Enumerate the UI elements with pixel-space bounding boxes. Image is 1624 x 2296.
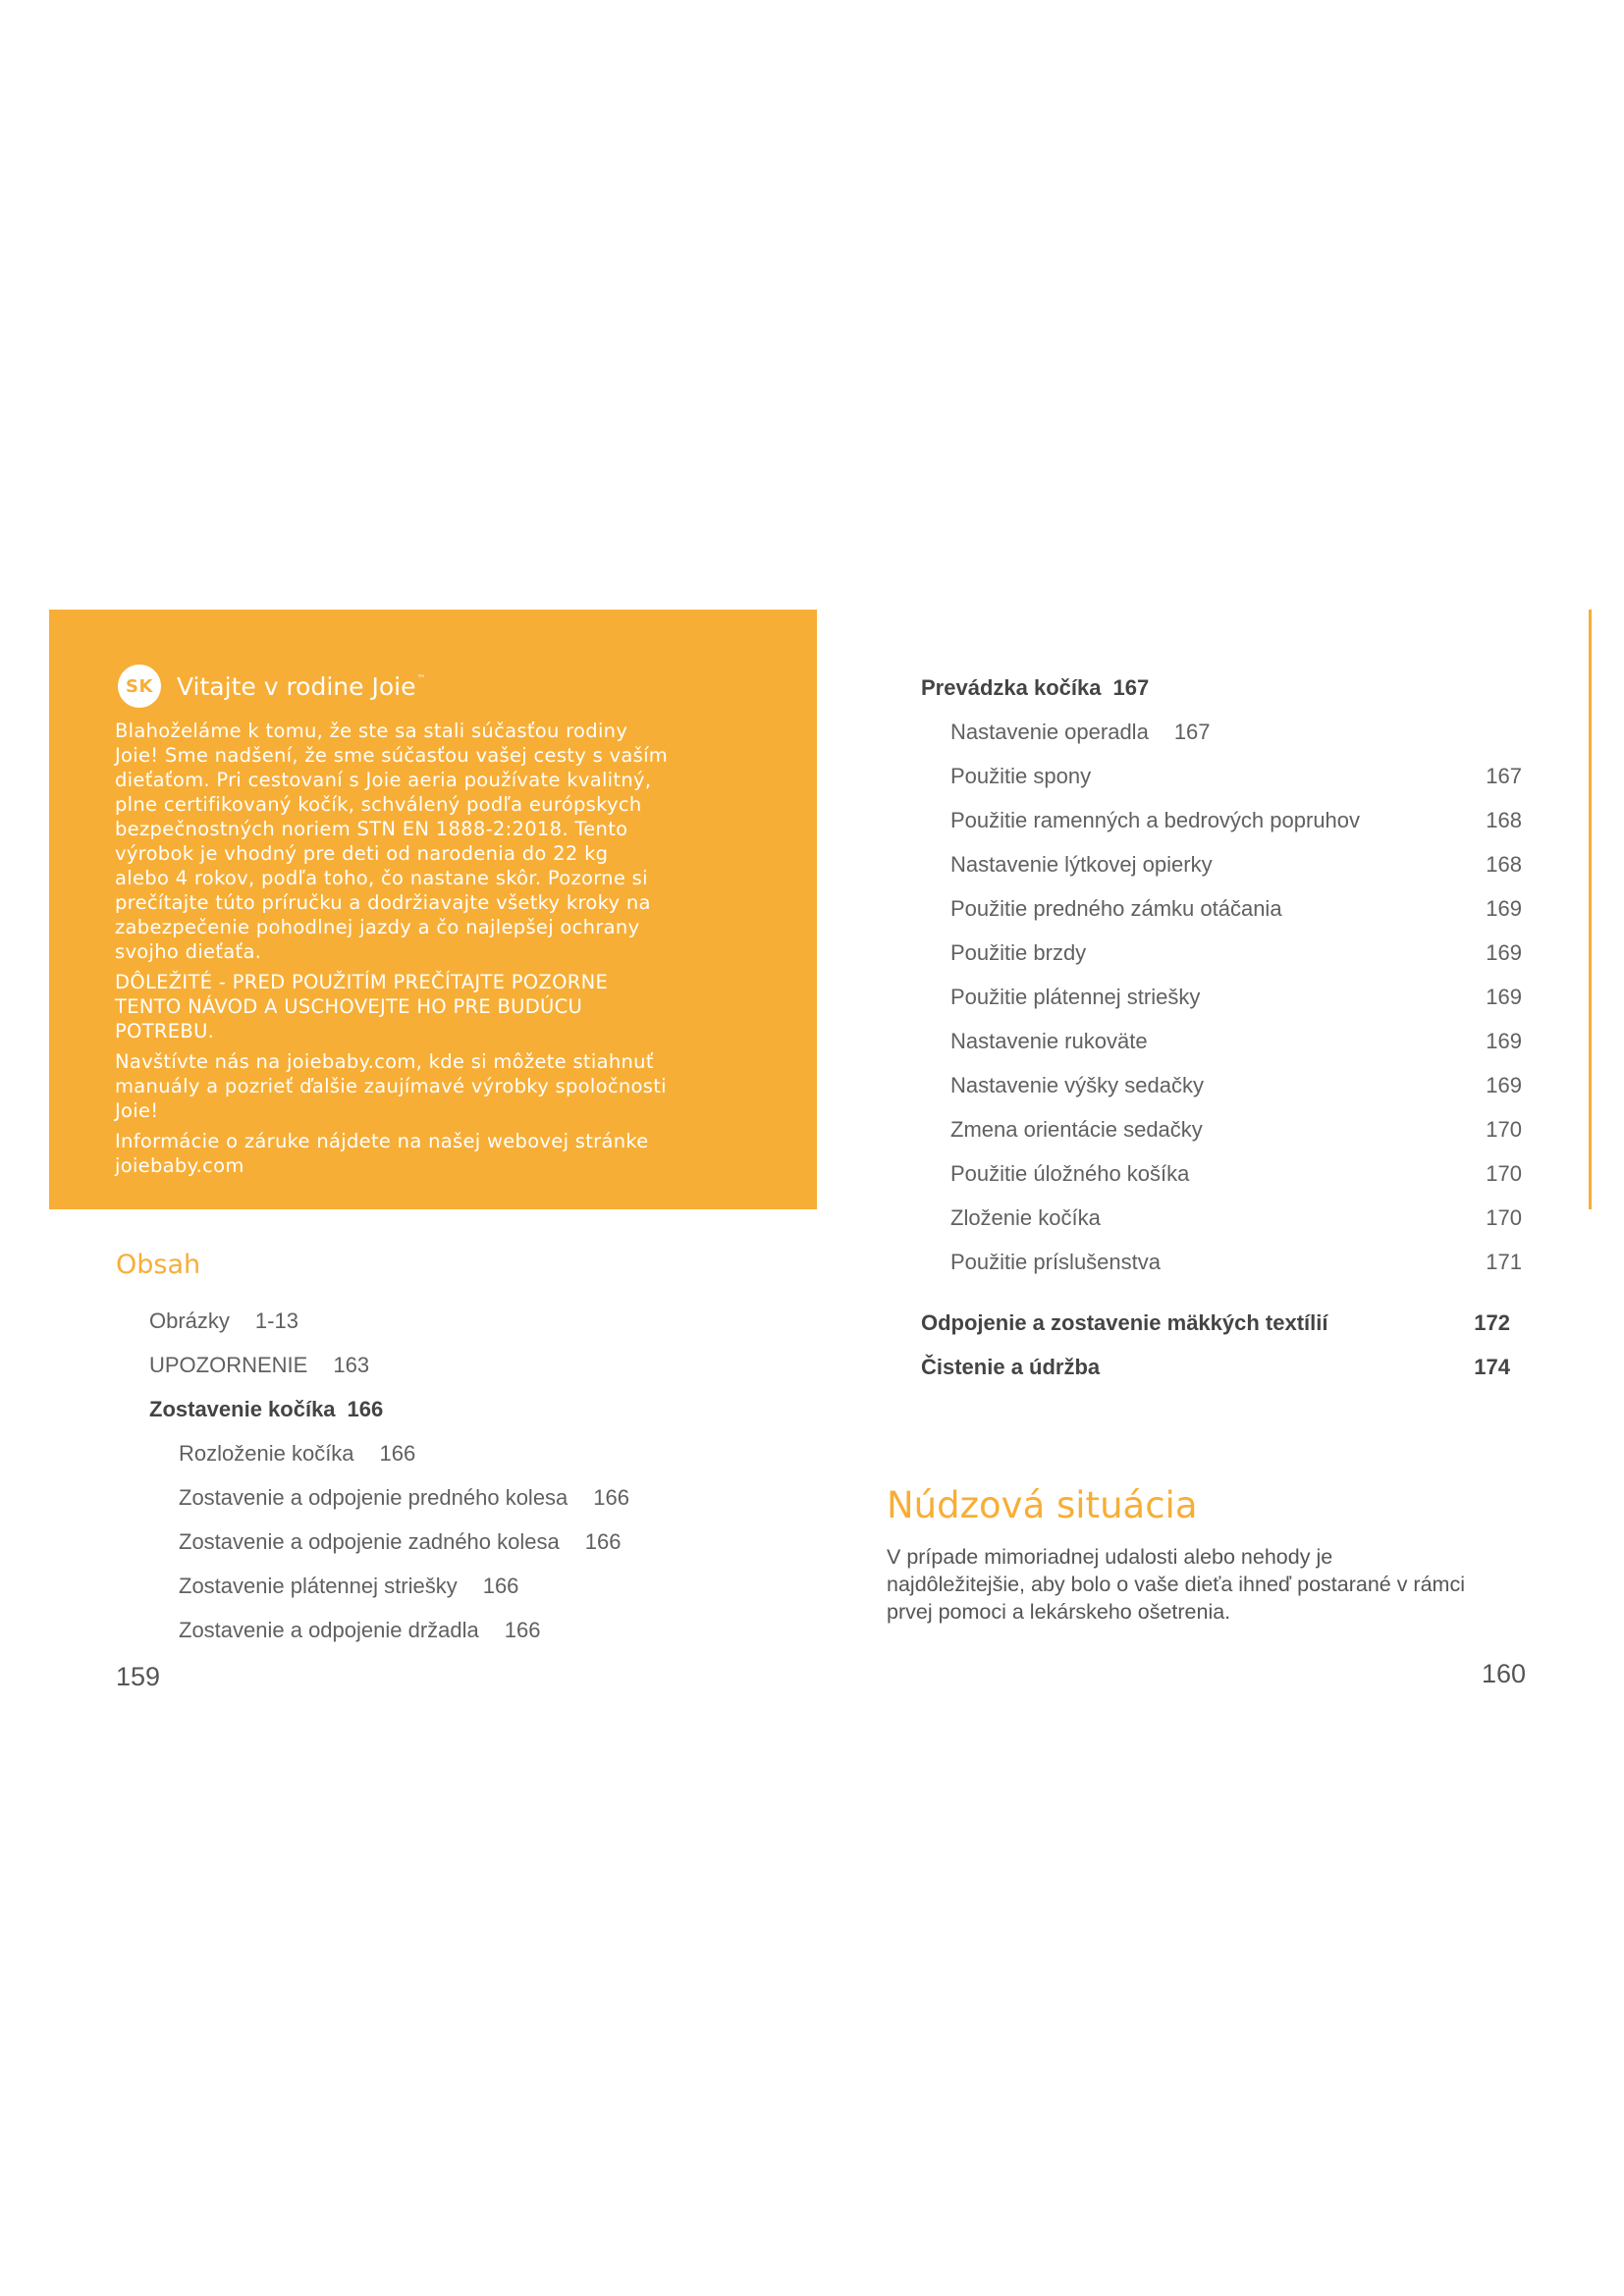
- toc-label: Použitie predného zámku otáčania: [950, 896, 1282, 921]
- toc-entry[interactable]: [179, 1529, 621, 1555]
- toc-entry[interactable]: [950, 1161, 1189, 1187]
- welcome-title-text: Vitajte v rodine Joie: [177, 671, 416, 701]
- toc-entry[interactable]: [950, 720, 1211, 745]
- welcome-body: [115, 719, 763, 1184]
- toc-page: 170: [1486, 1117, 1522, 1142]
- toc-page: 169: [1486, 985, 1522, 1009]
- toc-entry[interactable]: [950, 940, 1086, 966]
- toc-page: 168: [1486, 852, 1522, 877]
- toc-label: Zostavenie a odpojenie zadného kolesa: [179, 1529, 560, 1554]
- toc-page: 163: [333, 1353, 370, 1377]
- toc-label: Nastavenie lýtkovej opierky: [950, 852, 1213, 877]
- toc-page: 169: [1486, 940, 1522, 965]
- toc-label: Zostavenie a odpojenie držadla: [179, 1618, 479, 1642]
- toc-page: 166: [593, 1485, 630, 1510]
- toc-label: Použitie plátennej striešky: [950, 985, 1201, 1009]
- warranty-paragraph: Informácie o záruke nájdete na našej webovej stránke joiebaby.com: [115, 1130, 649, 1177]
- toc-page: 169: [1486, 1073, 1522, 1097]
- toc-page: 1-13: [254, 1308, 298, 1333]
- toc-entry[interactable]: [179, 1485, 629, 1511]
- toc-page: 171: [1486, 1250, 1522, 1274]
- toc-label: Použitie ramenných a bedrových popruhov: [950, 808, 1361, 832]
- page-number-right: 160: [1482, 1659, 1527, 1688]
- emergency-title: Núdzová situácia: [887, 1484, 1198, 1526]
- toc-entry[interactable]: [950, 985, 1200, 1010]
- toc-entry[interactable]: [149, 1308, 298, 1334]
- toc-entry[interactable]: [179, 1618, 540, 1643]
- toc-label: Zostavenie a odpojenie predného kolesa: [179, 1485, 568, 1510]
- toc-label: Čistenie a údržba: [921, 1355, 1101, 1379]
- toc-section[interactable]: [149, 1397, 383, 1422]
- toc-page: 170: [1486, 1161, 1522, 1186]
- toc-page: 167: [1173, 720, 1211, 744]
- toc-page: 166: [504, 1618, 541, 1642]
- toc-page: 167: [1112, 675, 1150, 700]
- toc-entry[interactable]: [950, 1073, 1204, 1098]
- toc-label: Odpojenie a zostavenie mäkkých textílií: [921, 1310, 1328, 1335]
- accent-divider: [1589, 610, 1592, 1209]
- toc-label: Nastavenie výšky sedačky: [950, 1073, 1204, 1097]
- toc-page: 166: [482, 1574, 519, 1598]
- toc-entry[interactable]: [149, 1353, 369, 1378]
- page-number-left: 159: [116, 1662, 161, 1691]
- toc-label: Použitie brzdy: [950, 940, 1087, 965]
- welcome-box: [49, 610, 817, 1209]
- contents-heading: Obsah: [116, 1250, 201, 1280]
- toc-label: Použitie príslušenstva: [950, 1250, 1161, 1274]
- toc-entry[interactable]: [950, 1117, 1203, 1143]
- toc-page: 169: [1486, 896, 1522, 921]
- toc-label: Rozloženie kočíka: [179, 1441, 354, 1466]
- toc-label: Použitie úložného košíka: [950, 1161, 1190, 1186]
- toc-page: 166: [347, 1397, 384, 1421]
- toc-page: 167: [1486, 764, 1522, 788]
- toc-section[interactable]: [921, 675, 1149, 701]
- toc-entry[interactable]: [179, 1574, 518, 1599]
- toc-page: 168: [1486, 808, 1522, 832]
- toc-label: Zostavenie plátennej striešky: [179, 1574, 458, 1598]
- toc-entry[interactable]: [950, 1250, 1161, 1275]
- toc-label: Zmena orientácie sedačky: [950, 1117, 1203, 1142]
- toc-label: UPOZORNENIE: [149, 1353, 308, 1377]
- language-badge: SK: [118, 665, 161, 708]
- toc-label: Obrázky: [149, 1308, 230, 1333]
- welcome-header: [118, 665, 425, 708]
- toc-label: Prevádzka kočíka: [921, 675, 1102, 700]
- toc-section[interactable]: [921, 1355, 1100, 1380]
- toc-label: Zloženie kočíka: [950, 1205, 1101, 1230]
- welcome-title: [177, 672, 425, 701]
- toc-page: 174: [1474, 1355, 1510, 1379]
- trademark-symbol: ™: [416, 673, 426, 684]
- toc-label: Nastavenie rukoväte: [950, 1029, 1148, 1053]
- toc-entry[interactable]: [950, 852, 1213, 878]
- toc-page: 169: [1486, 1029, 1522, 1053]
- important-notice: DÔLEŽITÉ - PRED POUŽITÍM PREČÍTAJTE POZORNE TENTO NÁVOD A USCHOVEJTE HO PRE BUDÚCU POTREBU.: [115, 971, 609, 1042]
- toc-entry[interactable]: [950, 808, 1360, 833]
- toc-page: 172: [1474, 1310, 1510, 1335]
- toc-page: 166: [584, 1529, 622, 1554]
- toc-label: Zostavenie kočíka: [149, 1397, 336, 1421]
- toc-page: 166: [379, 1441, 416, 1466]
- website-paragraph: Navštívte nás na joiebaby.com, kde si môžete stiahnuť manuály a pozrieť ďalšie zaujímavé výrobky spoločnosti Joie!: [115, 1050, 667, 1122]
- toc-section[interactable]: [921, 1310, 1328, 1336]
- toc-entry[interactable]: [950, 1029, 1148, 1054]
- toc-label: Nastavenie operadla: [950, 720, 1149, 744]
- toc-page: 170: [1486, 1205, 1522, 1230]
- welcome-paragraph: Blahoželáme k tomu, že ste sa stali súčasťou rodiny Joie! Sme nadšení, že sme súčasťou vašej cesty s vaším dieťaťom. Pri cestovaní s Joie aeria používate kvalitný, plne certifikovaný kočík, schválený podľa európskych bezpečnostných noriem STN EN 1888-2:2018. Tento výrobok je vhodný pre deti od narodenia do 22 kg alebo 4 rokov, podľa toho, čo nastane skôr. Pozorne si prečítajte túto príručku a dodržiavajte všetky kroky na zabezpečenie pohodlnej jazdy a čo najlepšej ochrany svojho dieťaťa.: [115, 720, 669, 963]
- toc-label: Použitie spony: [950, 764, 1092, 788]
- emergency-text: V prípade mimoriadnej udalosti alebo nehody je najdôležitejšie, aby bolo o vaše dieťa ihneď postarané v rámci prvej pomoci a lekárskeho ošetrenia.: [887, 1545, 1465, 1624]
- toc-entry[interactable]: [950, 1205, 1101, 1231]
- toc-entry[interactable]: [950, 764, 1091, 789]
- toc-entry[interactable]: [179, 1441, 415, 1467]
- toc-entry[interactable]: [950, 896, 1282, 922]
